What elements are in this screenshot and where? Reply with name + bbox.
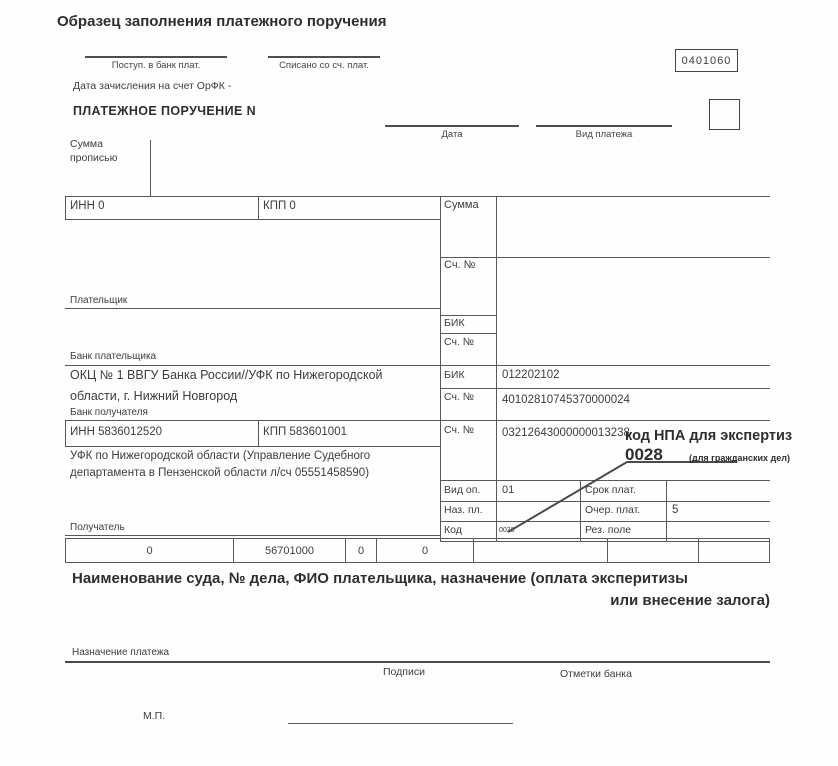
stamp-label: М.П. [143,710,166,722]
payment-purpose-label: Назначение платежа [72,647,170,658]
bottom-row-cell: 0 [65,538,234,563]
credit-date-label: Дата зачисления на счет ОрФК - [73,80,232,92]
bik-label: БИК [444,369,465,381]
note-line-2: или внесение залога) [610,592,770,609]
payee-kpp-cell: КПП 583601001 [263,426,347,438]
payee-name: УФК по Нижегородской области (Управление Судебного [70,450,371,462]
bottom-row-cell [698,538,770,563]
divider-line [65,661,770,663]
date-field-label: Дата [385,125,519,140]
bottom-row-cell [607,538,699,563]
payer-bank-name: области, г. Нижний Новгород [70,389,238,403]
callout-title: код НПА для экспертиз [625,428,793,444]
payer-bank-name: ОКЦ № 1 ВВГУ Банка России//УФК по Нижегородской [70,368,383,382]
bottom-row-cell: 56701000 [233,538,346,563]
payer-kpp-cell: КПП 0 [263,200,296,212]
payer-inn-cell: ИНН 0 [70,200,105,212]
note-line-1: Наименование суда, № дела, ФИО плательщика, назначение (оплата эксперитизы [72,570,688,587]
code-label: Код [444,524,462,536]
signatures-label: Подписи [383,666,425,678]
priority-value: 5 [672,504,679,516]
payer-bank-bik-value: 012202102 [502,369,560,381]
reserve-field-label: Рез. поле [585,524,632,536]
account-label: Сч. № [444,424,475,436]
payee-inn-cell: ИНН 5836012520 [70,426,163,438]
account-label: Сч. № [444,391,475,403]
callout-note: (для гражданских дел) [689,453,790,463]
payee-bank-label: Банк получателя [70,407,148,418]
bottom-row-cell: 0 [345,538,377,563]
payer-bank-label: Банк плательщика [70,351,157,362]
bottom-row-cell [473,538,608,563]
form-code-box: 0401060 [675,49,738,72]
account-label: Сч. № [444,336,475,348]
bank-marks-label: Отметки банка [560,668,632,680]
payee-label: Получатель [70,522,125,533]
purpose-code-label: Наз. пл. [444,504,483,516]
op-type-label: Вид оп. [444,484,481,496]
payment-type-field-label: Вид платежа [536,125,672,140]
account-label: Сч. № [444,259,476,271]
payee-name: департамента в Пензенской области л/сч 05551458590) [70,467,370,479]
document-title: ПЛАТЕЖНОЕ ПОРУЧЕНИЕ N [73,104,257,118]
payee-account-value: 03212643000000013238 [502,427,630,439]
due-date-label: Срок плат. [585,484,636,496]
priority-label: Очер. плат. [585,504,641,516]
sum-label: Сумма [444,199,479,211]
signature-line [288,723,513,724]
op-type-value: 01 [502,484,515,496]
bik-label: БИК [444,317,465,329]
amount-words-label: Сумма прописью [70,138,118,165]
debited-from-account-label: Списано со сч. плат. [268,56,380,71]
callout-code: 0028 [625,445,663,464]
page-title: Образец заполнения платежного поручения [57,13,387,30]
payer-bank-account-value: 40102810745370000024 [502,394,630,406]
received-in-bank-label: Поступ. в банк плат. [85,56,227,71]
code-value: 0028 [499,527,515,534]
bottom-row-cell: 0 [376,538,474,563]
payer-label: Плательщик [70,295,128,306]
